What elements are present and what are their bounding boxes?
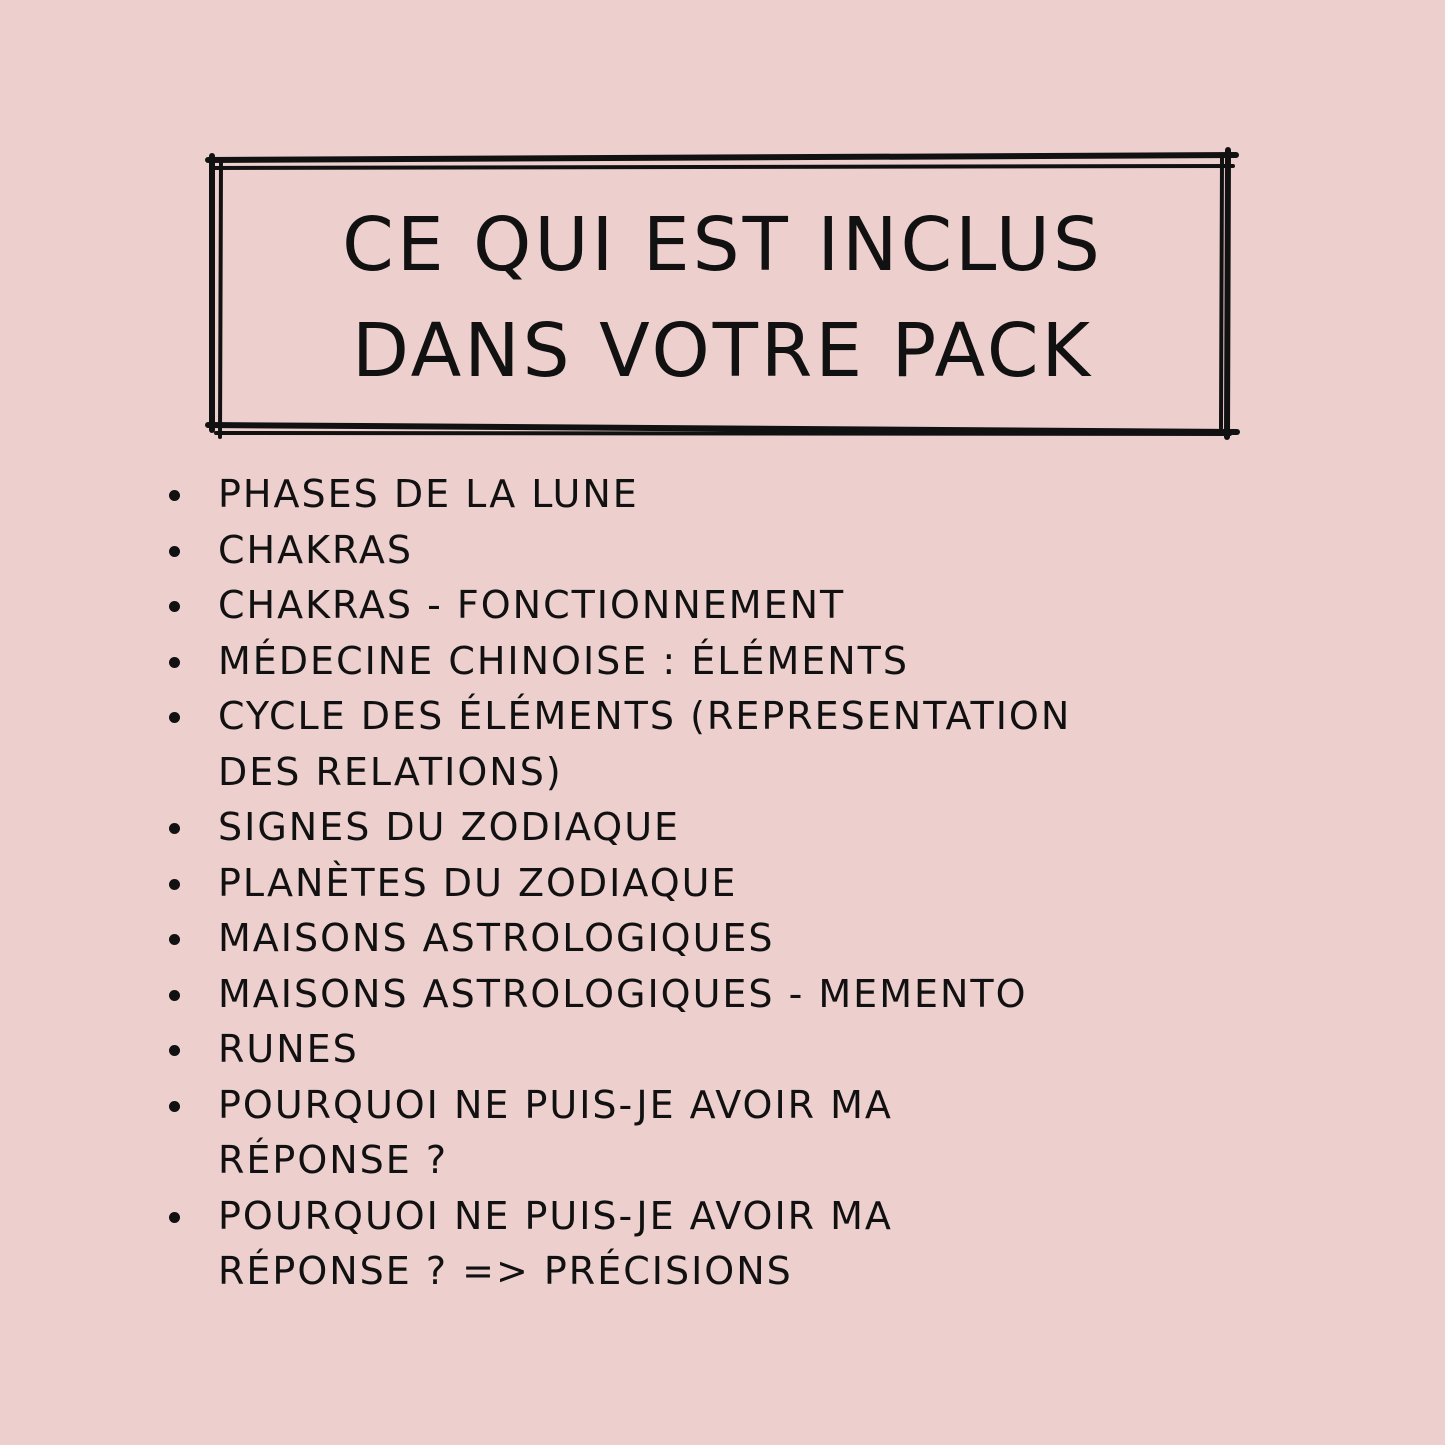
bullet-icon: [169, 934, 180, 945]
bullet-icon: [169, 879, 180, 890]
bullet-icon: [169, 712, 180, 723]
list-item-text-continued: RÉPONSE ? => PRÉCISIONS: [218, 1249, 793, 1293]
list-item-text: POURQUOI NE PUIS-JE AVOIR MA: [218, 1082, 893, 1127]
list-item-text: PHASES DE LA LUNE: [218, 472, 639, 516]
bullet-icon: [169, 1101, 180, 1112]
bullet-icon: [169, 1045, 180, 1056]
bullet-icon: [169, 1212, 180, 1223]
list-item-text-continued: RÉPONSE ?: [218, 1138, 449, 1182]
list-item-text: MAISONS ASTROLOGIQUES - MEMENTO: [218, 971, 1028, 1016]
bullet-icon: [169, 657, 180, 668]
list-item-text: RUNES: [218, 1027, 359, 1071]
pack-title: [230, 192, 1215, 404]
bullet-icon: [169, 990, 180, 1001]
pack-contents-list: [165, 467, 1285, 1300]
list-item: [165, 634, 1285, 690]
list-item-text: CHAKRAS - FONCTIONNEMENT: [218, 583, 846, 627]
list-item: [165, 967, 1285, 1023]
list-item: [165, 578, 1285, 634]
list-item-text: MAISONS ASTROLOGIQUES: [218, 916, 775, 960]
pack-title-line-2: DANS VOTRE PACK: [351, 308, 1094, 394]
list-item: [165, 467, 1285, 523]
bullet-icon: [169, 490, 180, 501]
list-item-text: CHAKRAS: [218, 527, 414, 572]
bullet-icon: [169, 823, 180, 834]
list-item: [165, 689, 1285, 800]
list-item: [165, 856, 1285, 912]
list-item-text: SIGNES DU ZODIAQUE: [218, 805, 681, 849]
bullet-icon: [169, 601, 180, 612]
bullet-icon: [169, 546, 180, 557]
list-item-text: POURQUOI NE PUIS-JE AVOIR MA: [218, 1193, 893, 1238]
list-item: [165, 1022, 1285, 1078]
list-item-text: PLANÈTES DU ZODIAQUE: [218, 860, 738, 905]
list-item: [165, 1189, 1285, 1300]
list-item-text: CYCLE DES ÉLÉMENTS (REPRESENTATION: [218, 694, 1072, 738]
list-item: [165, 800, 1285, 856]
list-item: [165, 911, 1285, 967]
pack-title-line-1: CE QUI EST INCLUS: [342, 202, 1103, 288]
list-item: [165, 523, 1285, 579]
list-item: [165, 1078, 1285, 1189]
list-item-text-continued: DES RELATIONS): [218, 749, 563, 794]
list-item-text: MÉDECINE CHINOISE : ÉLÉMENTS: [218, 638, 910, 683]
